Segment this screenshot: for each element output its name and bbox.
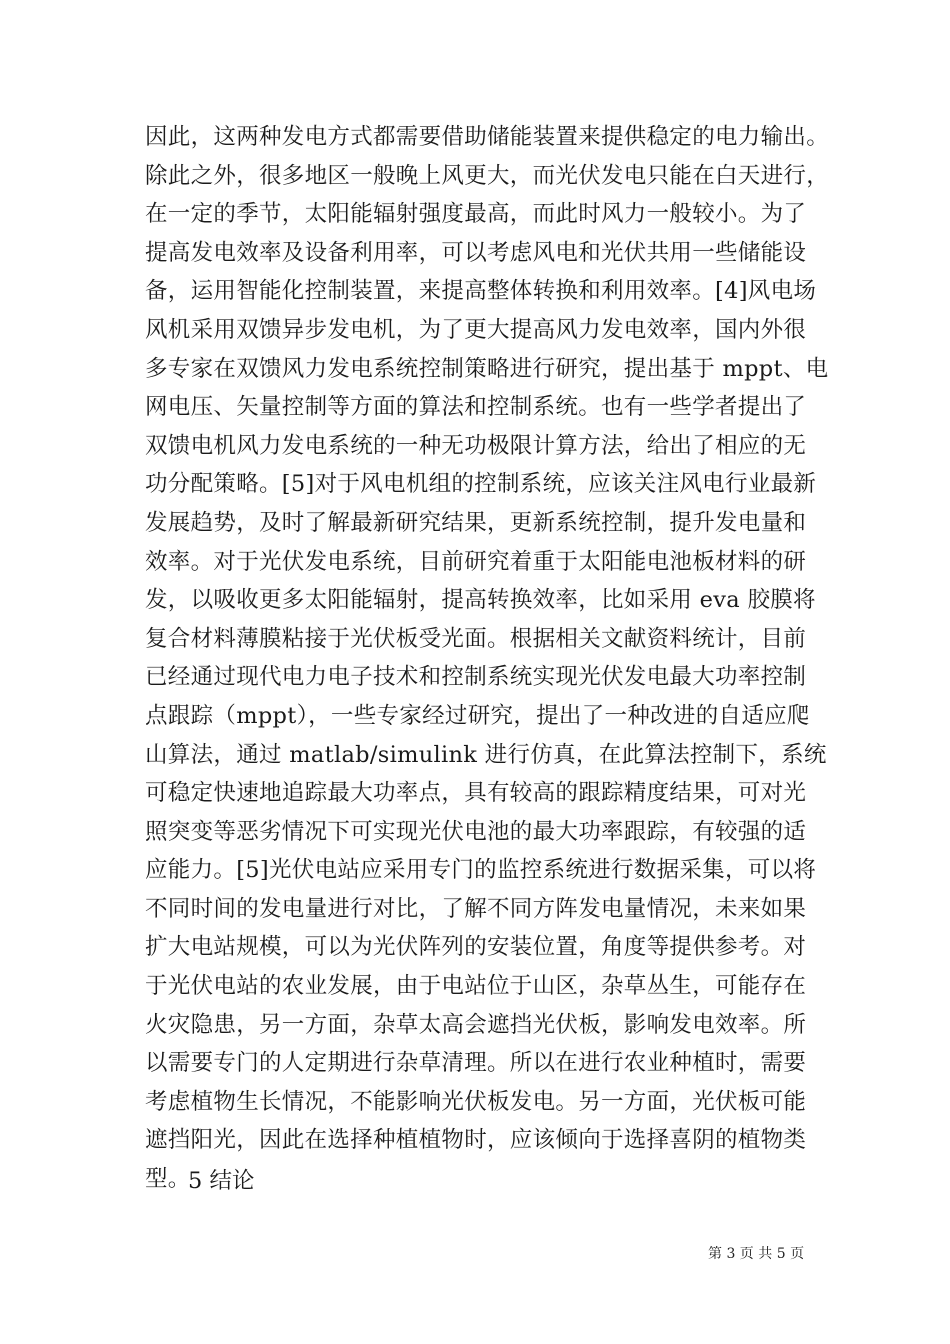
text-line: 遮挡阳光，因此在选择种植植物时，应该倾向于选择喜阴的植物类 (145, 1127, 807, 1154)
text-line: 因此，这两种发电方式都需要借助储能装置来提供稳定的电力输出。 (145, 124, 830, 150)
text-line: 型。 (145, 1166, 191, 1193)
text-line: 在一定的季节，太阳能辐射强度最高，而此时风力一般较小。为了 (145, 201, 807, 228)
text-line: 以需要专门的人定期进行杂草清理。所以在进行农业种植时，需要 (145, 1050, 807, 1077)
text-line: 功分配策略。[5]对于风电机组的控制系统，应该关注风电行业最新 (145, 471, 817, 498)
section-heading: 5 结论 (188, 1168, 255, 1194)
text-line: 山算法，通过 matlab/simulink 进行仿真，在此算法控制下，系统 (145, 741, 827, 768)
text-line: 扩大电站规模，可以为光伏阵列的安装位置，角度等提供参考。对 (145, 934, 807, 961)
text-line: 点跟踪（mppt），一些专家经过研究，提出了一种改进的自适应爬 (145, 702, 810, 729)
text-line: 应能力。[5]光伏电站应采用专门的监控系统进行数据采集，可以将 (145, 857, 817, 884)
text-line: 发展趋势，及时了解最新研究结果，更新系统控制，提升发电量和 (145, 509, 807, 536)
text-line: 于光伏电站的农业发展，由于电站位于山区，杂草丛生，可能存在 (145, 973, 807, 1000)
text-line: 复合材料薄膜粘接于光伏板受光面。根据相关文献资料统计，目前 (145, 625, 807, 652)
text-line: 效率。对于光伏发电系统，目前研究着重于太阳能电池板材料的研 (145, 548, 807, 575)
text-line: 备，运用智能化控制装置，来提高整体转换和利用效率。[4]风电场 (145, 278, 817, 305)
text-line: 提高发电效率及设备利用率，可以考虑风电和光伏共用一些储能设 (145, 239, 807, 266)
text-line: 多专家在双馈风力发电系统控制策略进行研究，提出基于 mppt、电 (145, 355, 829, 382)
text-line: 照突变等恶劣情况下可实现光伏电池的最大功率跟踪，有较强的适 (145, 818, 807, 845)
text-line: 可稳定快速地追踪最大功率点，具有较高的跟踪精度结果，可对光 (145, 780, 807, 807)
text-line: 已经通过现代电力电子技术和控制系统实现光伏发电最大功率控制 (145, 664, 807, 691)
page-footer: 第 3 页 共 5 页 (708, 1246, 805, 1262)
text-line: 网电压、矢量控制等方面的算法和控制系统。也有一些学者提出了 (145, 394, 807, 421)
text-line: 风机采用双馈异步发电机，为了更大提高风力发电效率，国内外很 (145, 316, 807, 343)
body-paragraph (145, 118, 830, 1199)
text-line: 考虑植物生长情况，不能影响光伏板发电。另一方面，光伏板可能 (145, 1088, 807, 1115)
text-line: 除此之外，很多地区一般晚上风更大，而光伏发电只能在白天进行， (145, 162, 830, 189)
text-line: 双馈电机风力发电系统的一种无功极限计算方法，给出了相应的无 (145, 432, 807, 459)
text-line: 发，以吸收更多太阳能辐射，提高转换效率，比如采用 eva 胶膜将 (145, 587, 816, 614)
text-line: 火灾隐患，另一方面，杂草太高会遮挡光伏板，影响发电效率。所 (145, 1011, 807, 1038)
text-line: 不同时间的发电量进行对比，了解不同方阵发电量情况，未来如果 (145, 895, 807, 922)
